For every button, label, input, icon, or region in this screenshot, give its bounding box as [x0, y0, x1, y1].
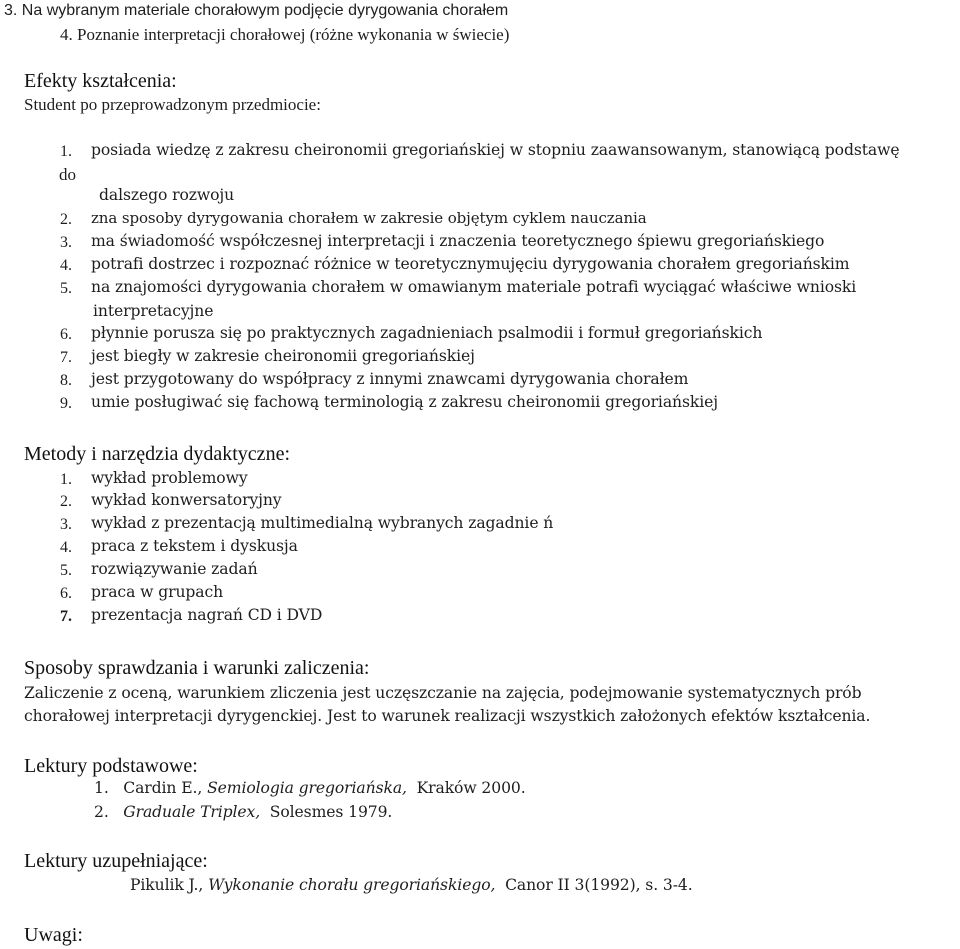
- lektury-uzupelniajace-heading: Lektury uzupełniające:: [24, 850, 208, 872]
- efekty-num-2: 2.: [60, 211, 72, 228]
- metody-item-4: praca z tekstem i dyskusja: [91, 537, 298, 555]
- lp-title-1: Semiologia gregoriańska,: [207, 779, 407, 797]
- efekty-item-1-cont-a: do: [59, 165, 76, 184]
- lektury-uzupelniajace-item: [130, 878, 693, 894]
- efekty-num-3: 3.: [60, 234, 72, 251]
- efekty-item-8: jest przygotowany do współpracy z innymi znawcami dyrygowania chorałem: [91, 370, 689, 388]
- sposoby-heading: Sposoby sprawdzania i warunki zaliczenia:: [24, 657, 370, 679]
- intro-item-4: 4. Poznanie interpretacji chorałowej (różne wykonania w świecie): [60, 25, 510, 44]
- metody-item-2: wykład konwersatoryjny: [91, 491, 282, 509]
- lp-title-2: Graduale Triplex,: [123, 803, 261, 821]
- intro-item-3: 3. Na wybranym materiale chorałowym podjęcie dyrygowania chorałem: [4, 2, 509, 19]
- lu-author: Pikulik J.,: [130, 876, 204, 894]
- lp-rest-2: Solesmes 1979.: [269, 803, 393, 821]
- efekty-num-9: 9.: [60, 395, 72, 412]
- efekty-heading: Efekty kształcenia:: [24, 70, 177, 92]
- efekty-item-5-cont: interpretacyjne: [93, 302, 214, 320]
- efekty-num-7: 7.: [60, 349, 72, 366]
- efekty-num-4: 4.: [60, 257, 72, 274]
- uwagi-heading: Uwagi:: [24, 924, 83, 946]
- lp-num-1: 1.: [94, 779, 109, 797]
- metody-num-4: 4.: [60, 539, 72, 556]
- lektury-podstawowe-heading: Lektury podstawowe:: [24, 755, 198, 777]
- efekty-item-1-cont-b: dalszego rozwoju: [99, 186, 235, 204]
- metody-num-1: 1.: [60, 471, 72, 488]
- efekty-item-9: umie posługiwać się fachową terminologią z zakresu cheironomii gregoriańskiej: [91, 393, 718, 411]
- efekty-lead: Student po przeprowadzonym przedmiocie:: [24, 95, 321, 114]
- metody-heading: Metody i narzędzia dydaktyczne:: [24, 443, 290, 465]
- efekty-item-3: ma świadomość współczesnej interpretacji i znaczenia teoretycznego śpiewu gregoriańskiego: [91, 232, 825, 250]
- efekty-item-4: potrafi dostrzec i rozpoznać różnice w teoretycznymujęciu dyrygowania chorałem gregoriańskim: [91, 255, 850, 273]
- lektury-podstawowe-item-1: [94, 781, 526, 797]
- efekty-item-2: zna sposoby dyrygowania chorałem w zakresie objętym cyklem nauczania: [91, 209, 647, 227]
- efekty-num-6: 6.: [60, 326, 72, 343]
- lp-num-2: 2.: [94, 803, 109, 821]
- efekty-item-5: na znajomości dyrygowania chorałem w omawianym materiale potrafi wyciągać właściwe wnioski: [91, 278, 857, 296]
- lektury-podstawowe-item-2: [94, 805, 392, 821]
- metody-item-7: prezentacja nagrań CD i DVD: [91, 606, 323, 624]
- metody-item-3: wykład z prezentacją multimedialną wybranych zagadnie ń: [91, 514, 554, 532]
- efekty-num-1: 1.: [60, 143, 72, 160]
- efekty-num-8: 8.: [60, 372, 72, 389]
- sposoby-line-2: chorałowej interpretacji dyrygenckiej. Jest to warunek realizacji wszystkich założonych efektów kształcenia.: [24, 707, 871, 725]
- sposoby-line-1: Zaliczenie z oceną, warunkiem zliczenia jest uczęszczanie na zajęcia, podejmowanie systematycznych prób: [24, 684, 862, 702]
- metody-num-2: 2.: [60, 493, 72, 510]
- efekty-item-6: płynnie porusza się po praktycznych zagadnieniach psalmodii i formuł gregoriańskich: [91, 324, 763, 342]
- metody-num-7: 7.: [60, 608, 72, 625]
- efekty-item-1: posiada wiedzę z zakresu cheironomii gregoriańskiej w stopniu zaawansowanym, stanowiącą podstawę: [91, 141, 900, 159]
- lp-author-1: Cardin E.,: [123, 779, 203, 797]
- metody-item-1: wykład problemowy: [91, 469, 248, 487]
- lu-title: Wykonanie chorału gregoriańskiego,: [208, 876, 496, 894]
- metody-num-3: 3.: [60, 516, 72, 533]
- metody-item-6: praca w grupach: [91, 583, 224, 601]
- efekty-num-5: 5.: [60, 280, 72, 297]
- lu-rest: Canor II 3(1992), s. 3-4.: [505, 876, 693, 894]
- metody-num-5: 5.: [60, 562, 72, 579]
- metody-num-6: 6.: [60, 585, 72, 602]
- lp-rest-1: Kraków 2000.: [416, 779, 526, 797]
- efekty-item-7: jest biegły w zakresie cheironomii gregoriańskiej: [91, 347, 475, 365]
- metody-item-5: rozwiązywanie zadań: [91, 560, 258, 578]
